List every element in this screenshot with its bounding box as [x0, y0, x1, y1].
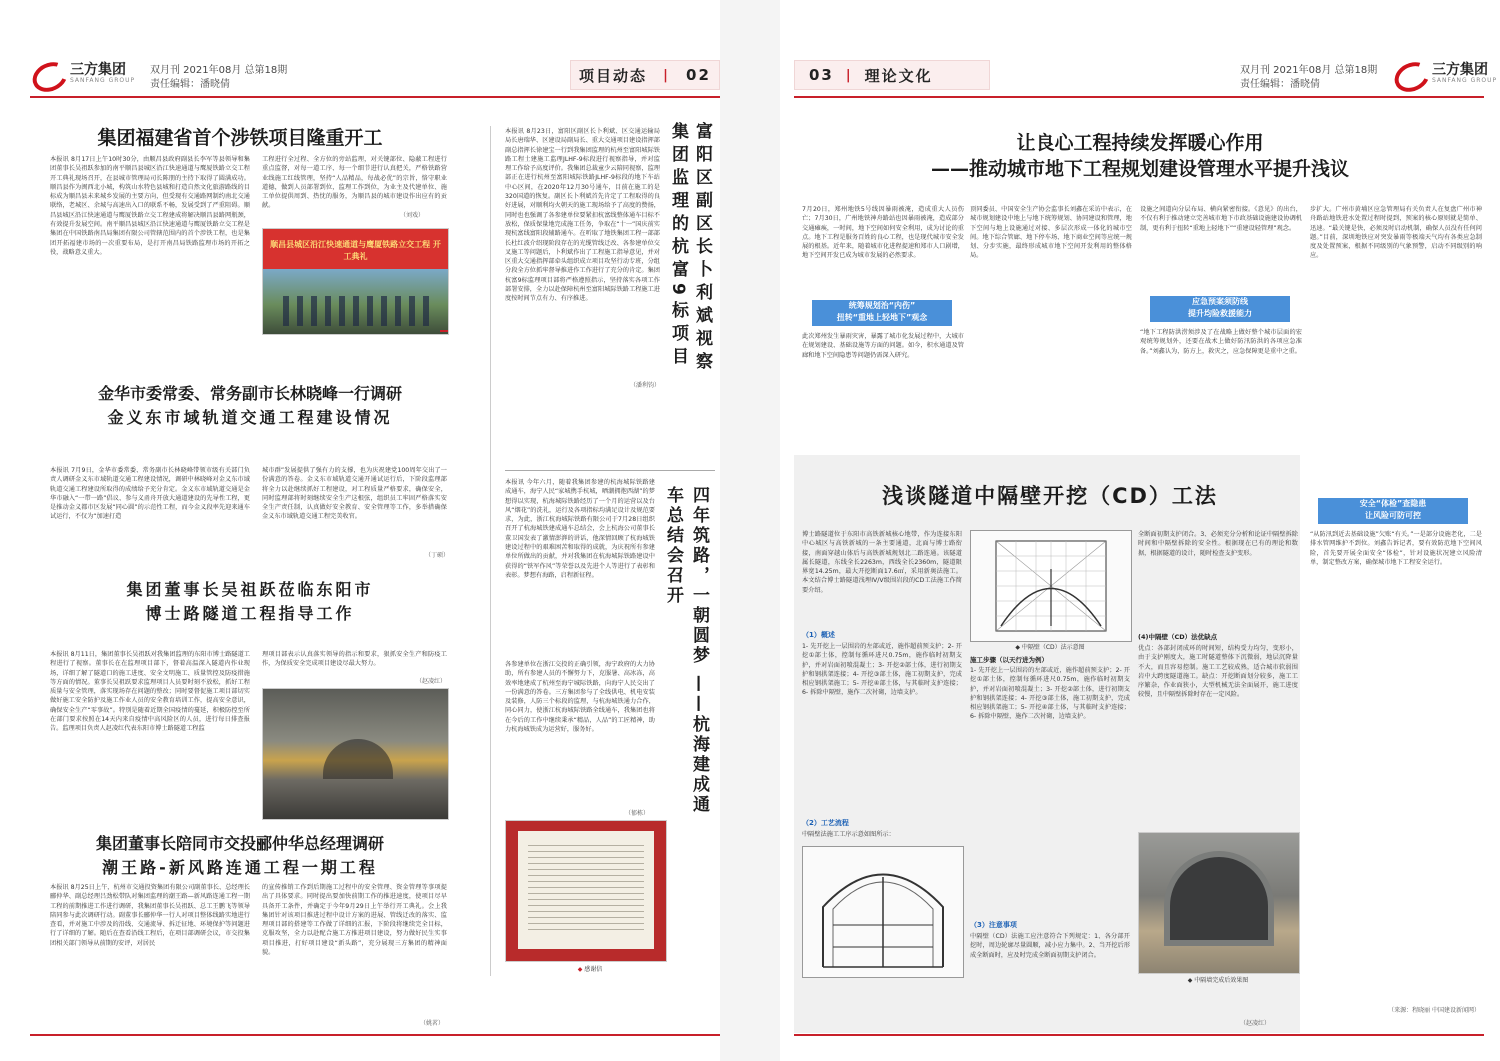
sub-heading-line: 统筹规划治“内伤”: [848, 301, 916, 310]
article-body: 本报讯 7月9日，金华市委常委、常务副市长林晓峰带领市级有关部门负责人调研金义东市域轨道交通工程建设情况，调研中林晓峰对金义东市域轨道交通工程建设所取得的成绩给予充分肯定。金义东市域轨道交通是金华市融入“一带一路”倡议、参与义甬舟开放大通道建设的先导性工程，更是推动金义都市区发展“同心圆”的示范性工程，而今金义段率先迎来通车试运行，不仅为“加速打造: [50, 467, 250, 521]
title-line: 金义东市域轨道交通工程建设情况: [107, 408, 393, 427]
cd-method-diagram: [970, 530, 1132, 642]
title-line: 潮王路-新风路连通工程一期工程: [102, 858, 378, 877]
article-body: 本报讯 8月17日上午10时30分，由顺昌县政府副县长李军等县领导和集团董事长吴祖跃参加的南平顺昌县城区沿江快速通道与鹰厦铁路立交工程开工典礼现场召开，在县城市管理局司长陈朋的主持下取得了圆满成功。顺昌县作为闽西北小城，构筑山水特色县城和打造自然文化旅游路线的目标成为顺昌县未来城乡发展的主要方向，但受现有交通路网制约南北交通联络，老城区、余城与高速出入口的联系不畅，发展受到了严重阻碍。顺昌县城区沿江快速通道与鹰厦铁路立交工程建成将解决顺昌县路网瓶颈，有效提升发展空间。南平顺昌县城区沿江快速通道与鹰厦铁路立交工程是集团在中国铁路南昌局集团有限公司管辖范围内的首个涉铁工程，也是集团开拓福建市场的一次重要布局，是打开南昌局铁路监理市场的开拓之役，战略意义重大。: [50, 156, 250, 256]
issue-info: [1240, 64, 1377, 92]
brand-logo: [30, 60, 135, 86]
article-body: 此次郑州发生暴雨灾害，暴露了城市化发展过程中，大城市在规划建设、基础设施等方面的问题。如今，积水通道及管廊和地下空间隐患等问题仍需深入研究。: [802, 333, 964, 359]
article-body: 1- 先开挖上一层围岩的左部或近，施作超前预支护；2- 开挖①部土体，控制每循环进尺0.75m，施作临时初期支护，并对岩面初喷混凝土；3- 开挖②部土体，进行初期支护和钢拱架连接；4- 开挖③部土体，施工初期支护，完成相应钢拱架施工；5- 开挖④部土体，与其临时支护连接；6- 拆除中隔壁，施作二次衬砌，边墙支护。: [802, 643, 962, 697]
brand-swoosh-icon: [1392, 60, 1426, 86]
article-body: “地下工程防洪涝须涉及了在战略上做好整个城市层面的宏观统筹规划外，还要在战术上做好防汛防洪的各项应急准备。”刘鑫认为，防方上，救灾之，应急保障更是重中之重。: [1140, 329, 1302, 355]
caption-text: 中隔墙完成后效果图: [1194, 977, 1249, 984]
caption-marker-icon: ◆: [1015, 644, 1020, 651]
section-name: 项目动态: [579, 66, 648, 85]
brand-sub: SANFANG GROUP: [70, 76, 136, 84]
article-body: 理项目部表示认真落实领导的指示和要求，狠抓安全生产和防疫工作，为保质安全完成项目建设尽最大努力。: [262, 651, 447, 668]
title-line: 四年筑路，一朝圆梦: [689, 486, 709, 666]
sub-heading-line: 安全“体检”查隐患: [1359, 499, 1427, 508]
title-line: ——推动城市地下工程规划建设管理水平提升浅议: [930, 158, 1349, 180]
sub-heading-line: 应急预案须防线: [1192, 297, 1248, 306]
article-title: [30, 832, 450, 880]
section-divider: |: [663, 67, 670, 83]
tunnel-opening: [1164, 851, 1274, 946]
section-heading: （1）概述: [802, 631, 835, 639]
title-line: 集团监理的杭富9标项目: [668, 122, 688, 370]
caption-text: 感谢信: [584, 966, 603, 973]
title-line: 金华市委常委、常务副市长林晓峰一行调研: [97, 384, 402, 403]
photo-caption: [1138, 975, 1298, 984]
article-body: 工程进行全过程、全方位的旁站监理，对关键部位、隐蔽工程进行重点监督，对每一道工序、每一个细节进行认真把关，严格铁路营业线施工红线管理，坚持“人品精品，每战必优”的宗旨，恪守职业道德，做到人员部署到位，监理工作到位，为业主及代建单位、施工单位提供周到、热忱的服务，为顺昌县的城市建设作出应有的贡献。: [262, 156, 447, 210]
center-gutter: [720, 0, 780, 1061]
thank-letter-photo: [505, 820, 667, 962]
byline: （丁硕）: [425, 552, 450, 559]
vertical-title: [666, 122, 714, 392]
tunnel-arch-icon: [803, 847, 963, 977]
article-body: 本报讯 8月23日，富阳区副区长卜利斌、区交通运输局局长唐瑞华、区建设局副局长、重大交通项目建设指挥部副总指挥长徐建宝一行到我集团监理的杭州至富阳城际铁路工程土建施工监理JLHF-9标段进行视察指导，并对监理工作给予高度评价。我集团总裁童少云陪同视察，监理部正在进行杭州至富阳城际铁路JLHF-9标段的地下车站中心区间，在2020年12月30号通车，目前在施工的是320国道的恢复。副区长卜利斌首先肯定了工程取得的良好进展，对顺利均火朝天的施工现场给予了高度的赞扬，同时也也强调了各参建单位要紧扣杭富线整体通车目标不放松，保质保量地完成施工任务，争取在“十一”国庆前实现杭富线富阳段辅路通车。在听取了地铁集团工程一部部长杜红波介绍现阶段存在的光缆管线迁改、各参建单位交叉施工等问题后，卜利斌作出了工程施工指导意见，并对区重大交通指挥部牵头组织成立项目攻坚行动专班，分组分段全方位抓牢督导推进作工作进行了充分的肯定。集团杭富9标监理项目部将严格遵照指示，坚持落实各项工作部署安排，全力以赴保障杭州至富阳城际铁路工程施工进度按时间节点有力、有序推进。: [505, 128, 660, 303]
article-body: 全断面初期支护闭合。3、必须充分分析和论证中隔壁拆除时间和中隔壁拆除的安全性。根据现在已有的理论和数据，根据隧道的设计，随时检查支护变形。: [1138, 531, 1298, 557]
title-line: 富阳区副区长卜利斌视察: [692, 122, 712, 375]
brand-name: 三方集团: [1432, 61, 1488, 78]
left-header: [0, 58, 720, 94]
article-body: 本报讯 8月11日，集团董事长吴祖跃对我集团监理的东阳市博士路隧道工程进行了视察。董事长在在监理项目部下，督着高温深入隧道内作业现场，详细了解了隧道口的施工进度、安全文明施工、质量管控及防疫措施等方面的情况。董事长吴祖跃要求监理项目人员要时刻不放松，抓好工程质量与安全管理，落实现场存在问题的整改；同时要督促施工项目部切实做好施工安全防护及施工作业人员的安全教育培训工作，提高安全意识，确保安全生产“零事故”。特别是随着近期全国疫情的蔓延，积极防控至所在部门要求按照在14天内来自疫情中高风险区的人员，进行每日排查报告。监理项目负责人赵凌红代表东阳市博士路隧道工程监: [50, 651, 250, 733]
article-body: 步扩大。广州市黄埔区应急管理局有关负责人在复盘广州市神舟路站地铁进水处置过程时提到，预案的核心原则就是简单、迅速。“最关键是快，必须及时启动机制，确保人员没有任何问题。”目前，深圳地铁应对突发暴雨等极端天气均有各类应急制度及处置预案，根据不同级别的气象预警，启动不同级别的响应。: [1310, 206, 1482, 260]
steps-heading: 施工步骤（以天行进为例）: [970, 656, 1048, 664]
brand-name: 三方集团: [70, 61, 126, 78]
title-line: ——杭海建成通车总结会召开: [663, 486, 709, 815]
column-rule: [490, 126, 491, 976]
section-tag: [794, 60, 990, 90]
sub-heading: [1318, 498, 1468, 524]
article-body: 博士路隧道位于东阳市高铁新城核心地带，作为连接东阳中心城区与高铁新城的一条主要通道，北面与博士路衔接，南面穿越山体后与高铁新城规划北二路连通。该隧道属长隧道，东线全长2263m，西线全长2360m，隧道限界宽14.25m，最大开挖断面17.6㎡，采用新奥法施工。本文结合博士路隧道浅埋IV/V级围岩段的CD工法施工作简要介绍。: [802, 531, 962, 594]
caption-marker-icon: ◆: [1187, 977, 1193, 984]
article-body: 顶同委员、中国安全生产协会监事长刘鑫在采访中表示，在城市规划建设中地上与地下统筹规划、协同建设和管理，地下空间与地上设施通过对接、多层次形成一体化的城市空间。地下综合管廊、地下停车场、地下商业空间等应统一规划、分步实施，最终形成城市地下空间开发利用的整体格局。: [970, 206, 1132, 260]
caption-text: 中隔壁（CD）法示意图: [1021, 644, 1085, 651]
article-body: 本报讯 8月25日上午，杭州市交通投资集团有限公司副董事长、总经理长郦仲华、副总经理吕劲松带队对集团监理的潮王路—新风路连通工程一期工程的前期推进工作进行调研，我集团董事长吴祖跃、总工王鹏飞等领导陪同参与此次调研行动。副董事长郦仲华一行人对项目整体线路实地进行查看，并对施工中涉及的沿线、交通流导、拆迁征地、环境保护等问题进行了详细的了解。随后在查看沿线工程后，在项目部调研会议，市交投集团相关部门领导从前期的安评，对居民: [50, 884, 250, 947]
title-line: 集团董事长陪同市交投郦仲华总经理调研: [95, 834, 384, 853]
issue-line: 双月刊 2021年08月 总第18期: [150, 65, 288, 76]
page-left: [0, 0, 720, 1061]
article-title: [50, 382, 450, 430]
byline: （郁栋）: [625, 810, 650, 817]
sub-heading: [1150, 296, 1290, 322]
site-visit-photo: [262, 688, 449, 820]
footer-rule: [30, 1034, 720, 1036]
sub-heading-line: 让风险可防可控: [1365, 511, 1421, 520]
pros-heading: (4)中隔壁（CD）法优缺点: [1138, 633, 1218, 641]
page-right: [780, 0, 1500, 1061]
issue-line: 双月刊 2021年08月 总第18期: [1240, 65, 1378, 76]
excavation-grid-icon: [971, 531, 1131, 641]
byline: （来源：程晓丽 中国建设新闻网）: [1388, 1007, 1480, 1014]
caption-marker-icon: ◆: [577, 966, 583, 973]
header-rule: [794, 96, 1484, 98]
letter-paper: [518, 831, 654, 949]
sub-heading-line: 扭转“重地上轻地下”观念: [836, 313, 928, 322]
brand-logo: [1392, 60, 1497, 86]
title-line: 博士路隧道工程指导工作: [145, 604, 355, 623]
editor-line: 责任编辑：潘晓倩: [150, 79, 230, 90]
divider: [440, 330, 448, 332]
section-tag: [570, 60, 720, 90]
article-body: 各参建单位在浙江交投的正确引领，海宁政府的大力协助，所有参建人员的不懈努力下，克服暑、高冰冻，高效率地建成了杭州至海宁城际铁路，向海宁人民交出了一份满意的答卷。三方集团参与了全线供电、机电安装及装修，人防三个标段的监理，与杭海城铁通力合作，同心同力，使浙江杭海城际铁路全线通车，我集团也将在今后的工作中继续秉承“精品，人品”的工匠精神，助力杭海城铁成为运营好，服务好。: [505, 661, 655, 734]
byline: （潘利钧）: [630, 382, 661, 389]
header-rule: [30, 96, 720, 98]
byline: （赵凌红）: [416, 678, 447, 685]
article-body: 设施之间道向分层布局、横向紧密衔接。《意见》的出台，不仅有利于推动建立完善城市地下市政基础设施建设协调机制，更有利于扭转“重地上轻地下”“重建设轻管理”观念。: [1140, 206, 1302, 232]
article-body: 优点：各部封闭成环的时间短，结构受力均匀，变形小，由于支护刚度大，施工时隧道整体下沉微弱，地层沉降量不大，而且容易控制。施工工艺较成熟，适合城市软弱围岩中大跨度隧道施工。缺点：开挖断面划分较多，施工工序繁杂，作业面狭小，大型机械无法全面展开，施工进度较慢，且中隔壁拆除时存在一定风险。: [1138, 645, 1298, 699]
section-name: 理论文化: [864, 66, 933, 85]
article-title: 集团福建省首个涉铁项目隆重开工: [97, 127, 383, 149]
byline: （姚茗）: [420, 1020, 445, 1027]
letter-lines: [528, 845, 644, 935]
article-body: 的宣传推销工作到后期施工过程中的安全管理、资金管理等事项提出了具体要求。同时提出要加快前期工作的推进速度，使项目尽早具备开工条件，并确定于今年9月29日上午举行开工典礼。会上我集团针对该项目推进过程中设计方案的进展、管线迁改的落实、监理项目部的搭建等工作做了详细的汇报，下阶段将继续完全目标，克服攻坚，全力以赴配合施工方推进项目建设，努力做好民生实事项目推进，打好项目建设“新头路”，充分展现三方集团的精神面貌。: [262, 884, 447, 957]
brand-sub: SANFANG GROUP: [1432, 76, 1498, 84]
tunnel-photo: [1138, 832, 1300, 974]
article-title: 浅谈隧道中隔壁开挖（CD）工法: [882, 484, 1218, 508]
ceremony-photo: [262, 228, 449, 335]
issue-info: [150, 64, 287, 92]
footer-rule: [794, 1034, 1484, 1036]
article-body: 7月20日，郑州地铁5号线因暴雨被淹，造成重大人员伤亡；7月30日，广州地铁神舟路站也因暴雨被淹，造成部分交通瘫痪，一时间，地下空间如何安全利用，成为讨论的重点。地下工程是服务百姓的良心工程，也是现代城市安全发展的根基。近年来，随着城市化进程提速和郑市人口剧增，地下空间开发已成为城市发展的必然要求。: [802, 206, 964, 260]
article-title: [50, 578, 450, 626]
article-body: 本报讯 今年六月，随着我集团参建的杭海城际铁路建成通车，海宁人民“家城携手杭城，晒潮拥抱西湖”的梦想得以实现，杭海城际铁路经历了一个月的运营以及台风“烟花”的洗礼，运行及各项指标均满足设计及规范要求，为此，浙江杭海城际铁路有限公司于7月28日组织召开了杭海城铁建成通车总结会，会上杭海公司董事长董卫国发表了激情澎湃的讲话，他深情回顾了杭海城铁建设过程中的艰难困苦和取得的成就，为庆祝所有参建单位所做出的贡献，并对我集团在杭海城际铁路建设中获得的“铁军作风”等荣誉以及先进个人等进行了表彰和表彰。梦想有海路，启程新征程。: [505, 479, 655, 579]
byline: （刘戏）: [400, 212, 425, 219]
photo-banner-text: 顺昌县城区沿江快速通道与鹰厦铁路立交工程 开工典礼: [270, 240, 441, 261]
article-body: “从防汛到近去基础设施”欠账“有关。”一是部分设施老化，二是排水管网维护不到位。刘鑫告诉记者，要有效防范地下空间风险，首先要开展全面安全“体检”，针对设施状况建立风险清单，制定整改方案，确保城市地下工程安全运行。: [1310, 531, 1482, 566]
article-body: 中隔壁（CD）法施工应注意符合下列规定：1、各分部开挖时，周边轮廓尽量圆顺，减小应力集中。2、当开挖后形成全断面时，应及时完成全断面初期支护闭合。: [970, 933, 1130, 959]
sub-heading-line: 提升均险救援能力: [1188, 309, 1252, 318]
diagram-caption: [970, 642, 1130, 651]
page-number: 03: [809, 66, 834, 84]
crowd-figures: [283, 296, 433, 326]
sub-heading: [812, 300, 952, 326]
byline: （赵凌红）: [1240, 1020, 1271, 1027]
section-heading: （3）注意事项: [970, 921, 1017, 929]
vertical-title: [660, 486, 712, 816]
tunnel-section-diagram: [802, 846, 964, 978]
title-line: 让良心工程持续发挥暖心作用: [1016, 132, 1264, 154]
editor-line: 责任编辑：潘晓倩: [1240, 79, 1320, 90]
tunnel-arch: [323, 739, 393, 779]
section-heading: （2）工艺流程: [802, 819, 849, 827]
divider: [505, 470, 715, 471]
brand-swoosh-icon: [30, 60, 64, 86]
article-body: 城市群”发展提供了强有力的支撑，也为庆祝建党100周年交出了一份满意的答卷。金义东市域轨道交通开通试运行后，下阶段监理部将全力以赴继续抓好工程建设，对工程质量严格要求，确保安全，同时监理部将时刻继续安全生产这根弦，组织员工牢固严格落实安全生产责任制，认真做好安全教育、安全管理等工作，多举措确保金义东市域轨道交通工程完美收官。: [262, 467, 447, 521]
right-header: [780, 58, 1500, 94]
photo-caption: [560, 964, 620, 973]
article-body: 中隔壁法施工工序示意如图所示：: [802, 831, 895, 838]
article-body: 1- 先开挖上一层围岩的左部或近，施作超前预支护；2- 开挖①部土体，控制每循环进尺0.75m，施作临时初期支护，并对岩面初喷混凝土；3- 开挖②部土体，进行初期支护和钢拱架连接；4- 开挖③部土体，施工初期支护，完成相应钢拱架施工；5- 开挖④部土体，与其临时支护连接；6- 拆除中隔壁，施作二次衬砌，边墙支护。: [970, 667, 1130, 721]
section-divider: |: [845, 67, 853, 83]
article-title: [800, 130, 1480, 182]
title-line: 集团董事长吴祖跃莅临东阳市: [126, 580, 374, 599]
page-number: 02: [686, 66, 711, 84]
